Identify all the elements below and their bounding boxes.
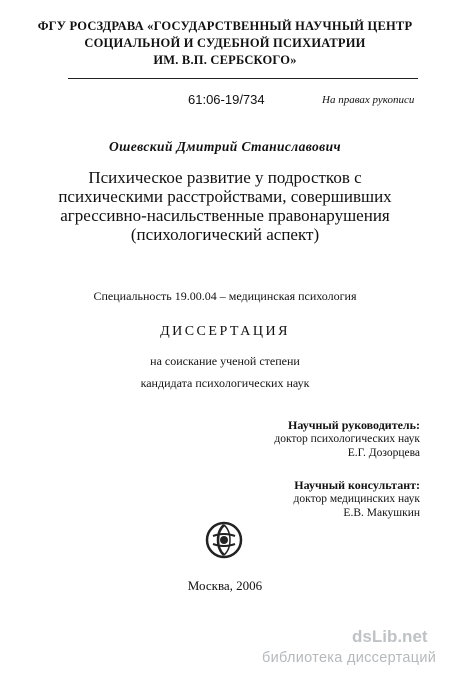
consultant-block (240, 478, 420, 520)
supervisor-block (240, 418, 420, 460)
institute-emblem-icon (204, 520, 244, 560)
header-line-1: ФГУ РОСЗДРАВА «ГОСУДАРСТВЕННЫЙ НАУЧНЫЙ ЦЕНТР (37, 19, 413, 33)
consultant-role: Научный консультант: (294, 478, 420, 492)
title-line-4: (психологический аспект) (130, 225, 320, 244)
watermark-logo: dsLib.net (352, 627, 428, 646)
consultant-degree: доктор медицинских наук (293, 493, 420, 505)
degree-subtitle (0, 350, 450, 394)
thesis-title (0, 168, 450, 244)
supervisor-degree: доктор психологических наук (274, 433, 420, 445)
specialty: Специальность 19.00.04 – медицинская психология (93, 289, 357, 303)
title-line-3: агрессивно-насильственные правонарушения (60, 206, 390, 225)
header-divider (68, 78, 418, 79)
dissertation-heading: ДИССЕРТАЦИЯ (160, 324, 290, 339)
supervisor-role: Научный руководитель: (288, 418, 420, 432)
institution-header (0, 18, 450, 69)
catalog-code: 61:06-19/734 (188, 92, 265, 107)
author-name: Ошевский Дмитрий Станиславович (108, 139, 342, 154)
title-line-2: психическими расстройствами, совершивших (58, 187, 392, 206)
subtitle-line-2: кандидата психологических наук (140, 376, 310, 390)
header-line-3: ИМ. В.П. СЕРБСКОГО» (153, 53, 297, 67)
header-line-2: СОЦИАЛЬНОЙ И СУДЕБНОЙ ПСИХИАТРИИ (84, 36, 366, 50)
consultant-name: Е.В. Макушкин (343, 507, 420, 519)
subtitle-line-1: на соискание ученой степени (150, 354, 300, 368)
supervisor-name: Е.Г. Дозорцева (347, 447, 420, 459)
watermark-caption: библиотека диссертаций (262, 650, 437, 666)
rights-note: На правах рукописи (322, 94, 415, 106)
city-year: Москва, 2006 (187, 578, 263, 593)
title-line-1: Психическое развитие у подростков с (88, 168, 362, 187)
